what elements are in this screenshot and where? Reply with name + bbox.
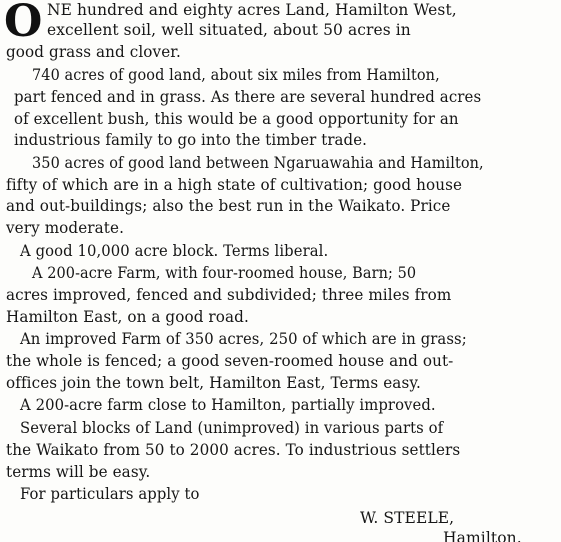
ad-line: industrious family to go into the timber trade. <box>14 131 368 149</box>
ad-line: Hamilton East, on a good road. <box>6 308 249 326</box>
ad-line: of excellent bush, this would be a good opportunity for an <box>14 110 459 128</box>
ad-line: the whole is fenced; a good seven-roomed house and out- <box>6 352 454 370</box>
signature-name: W. STEELE, <box>360 509 455 527</box>
ad-line: Several blocks of Land (unimproved) in various parts of <box>20 419 444 437</box>
ad-line: fifty of which are in a high state of cultivation; good house <box>6 176 463 194</box>
ad-line: A good 10,000 acre block. Terms liberal. <box>20 242 329 260</box>
ad-line: offices join the town belt, Hamilton East, Terms easy. <box>6 374 421 392</box>
signature-place: Hamilton. <box>443 529 522 542</box>
ad-line: A 200-acre Farm, with four-roomed house, Barn; 50 <box>32 264 417 282</box>
ad-line: A 200-acre farm close to Hamilton, partially improved. <box>20 396 436 414</box>
ad-line: very moderate. <box>6 219 125 237</box>
ad-line: and out-buildings; also the best run in the Waikato. Price <box>6 197 451 215</box>
ad-line: 350 acres of good land between Ngaruawahia and Hamilton, <box>32 154 484 172</box>
ad-line: acres improved, fenced and subdivided; three miles from <box>6 286 452 304</box>
drop-cap: O <box>4 0 43 47</box>
ad-line: the Waikato from 50 to 2000 acres. To industrious settlers <box>6 441 461 459</box>
ad-line: For particulars apply to <box>20 485 200 503</box>
ad-line: An improved Farm of 350 acres, 250 of which are in grass; <box>20 330 467 348</box>
ad-line: terms will be easy. <box>6 463 151 481</box>
ad-line: part fenced and in grass. As there are several hundred acres <box>14 88 482 106</box>
ad-line: excellent soil, well situated, about 50 acres in <box>47 21 411 39</box>
ad-line: 740 acres of good land, about six miles from Hamilton, <box>32 66 440 84</box>
ad-line: NE hundred and eighty acres Land, Hamilton West, <box>47 1 457 19</box>
ad-line: good grass and clover. <box>6 43 181 61</box>
